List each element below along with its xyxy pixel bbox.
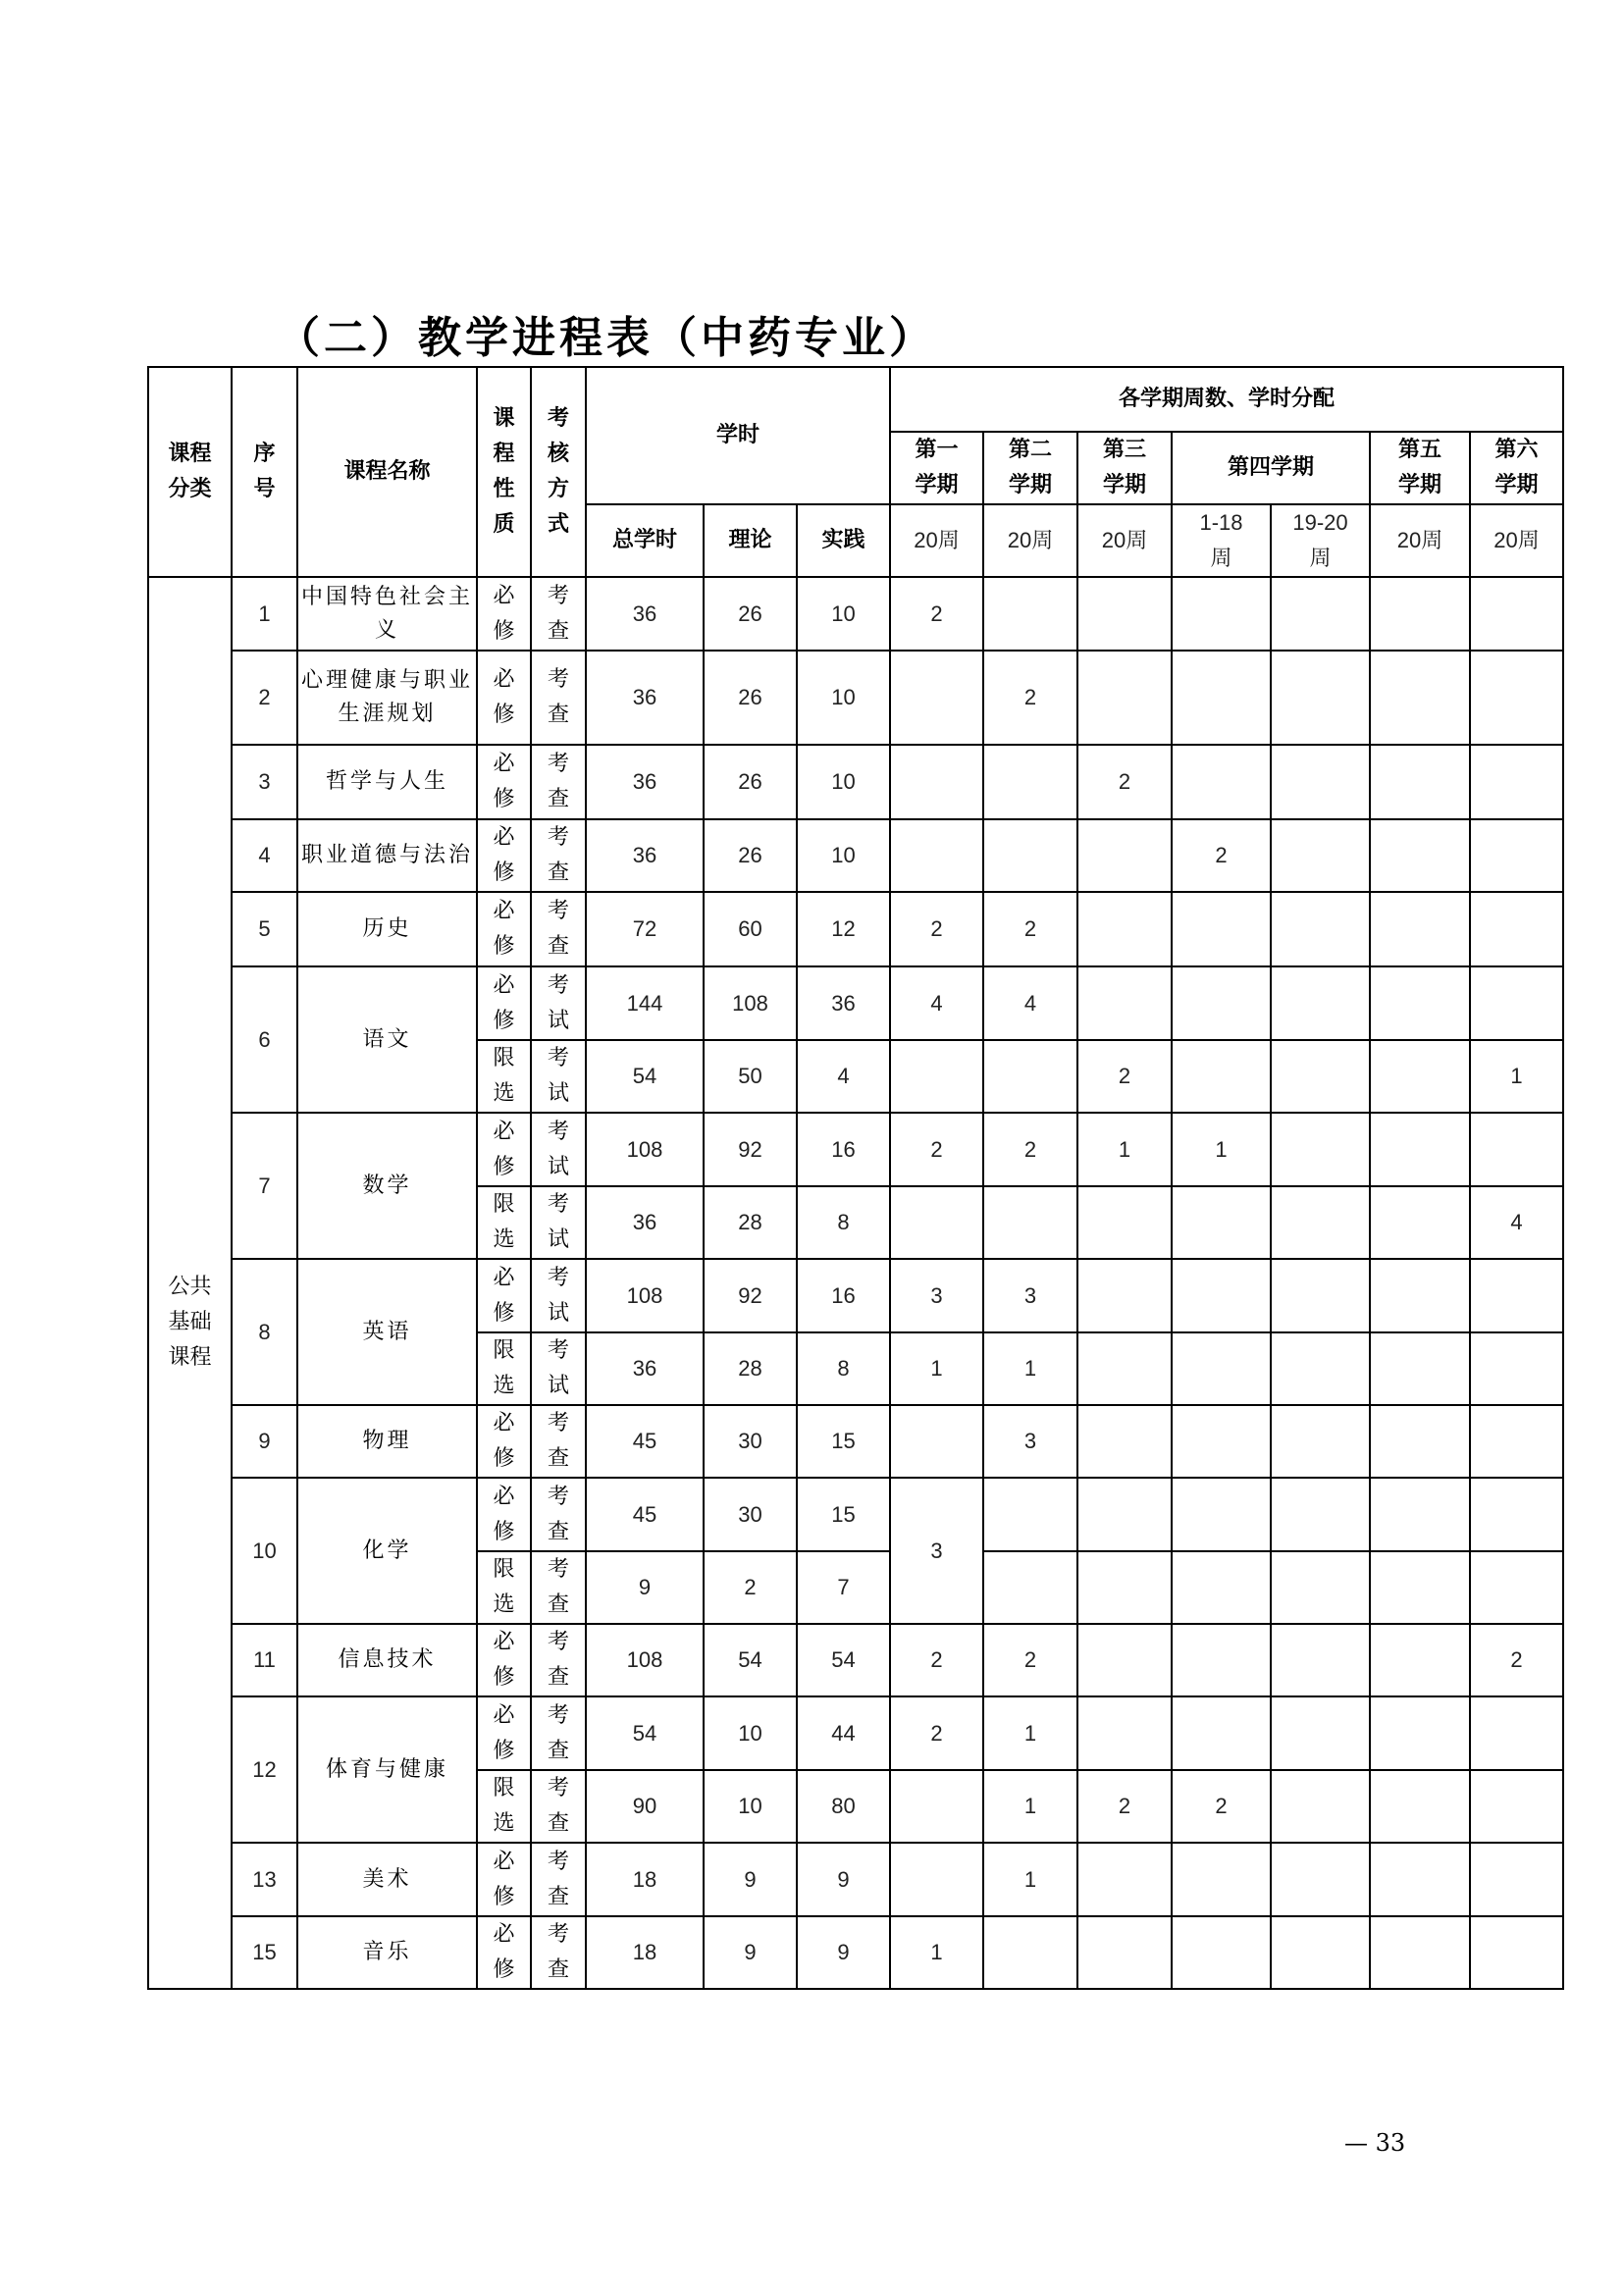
semester-cell: 1	[983, 1332, 1077, 1405]
theory-hours-cell: 10	[704, 1696, 797, 1770]
semester-cell	[1172, 577, 1271, 651]
semester-cell	[1172, 1186, 1271, 1259]
semester-cell	[1470, 1478, 1563, 1551]
total-hours-cell: 72	[586, 892, 704, 966]
course-name-cell: 音乐	[297, 1916, 477, 1989]
nature-cell: 必修	[477, 1843, 531, 1916]
semester-cell	[1370, 1259, 1470, 1332]
header-weeks: 19-20周	[1271, 504, 1370, 577]
table-row	[148, 1113, 1563, 1186]
nature-cell: 限选	[477, 1332, 531, 1405]
semester-cell	[1077, 819, 1172, 892]
course-name-cell: 历史	[297, 892, 477, 966]
semester-cell	[983, 1186, 1077, 1259]
semester-cell	[1470, 651, 1563, 745]
semester-cell: 1	[890, 1332, 983, 1405]
seq-cell: 1	[232, 577, 297, 651]
theory-hours-cell: 108	[704, 966, 797, 1040]
assessment-cell: 考试	[531, 1259, 586, 1332]
assessment-cell: 考试	[531, 1186, 586, 1259]
table-row	[148, 1624, 1563, 1696]
nature-cell: 必修	[477, 1113, 531, 1186]
course-name-cell: 语文	[297, 966, 477, 1113]
seq-cell: 2	[232, 651, 297, 745]
nature-cell: 必修	[477, 966, 531, 1040]
semester-cell	[1271, 1332, 1370, 1405]
semester-cell	[1077, 1405, 1172, 1478]
header-course-name: 课程名称	[297, 367, 477, 577]
semester-cell	[1470, 1696, 1563, 1770]
semester-cell	[1370, 1843, 1470, 1916]
semester-cell	[1271, 1624, 1370, 1696]
semester-cell	[1370, 577, 1470, 651]
semester-cell	[1370, 1332, 1470, 1405]
seq-cell: 5	[232, 892, 297, 966]
semester-cell	[1470, 1405, 1563, 1478]
practice-hours-cell: 80	[797, 1770, 890, 1843]
semester-cell	[983, 819, 1077, 892]
theory-hours-cell: 10	[704, 1770, 797, 1843]
theory-hours-cell: 28	[704, 1186, 797, 1259]
semester-cell	[1271, 1113, 1370, 1186]
teaching-schedule-table	[147, 366, 1564, 1990]
semester-cell: 2	[1172, 1770, 1271, 1843]
theory-hours-cell: 50	[704, 1040, 797, 1113]
table-row	[148, 1916, 1563, 1989]
practice-hours-cell: 16	[797, 1259, 890, 1332]
table-row	[148, 1259, 1563, 1332]
nature-cell: 限选	[477, 1040, 531, 1113]
semester-cell	[1271, 745, 1370, 819]
semester-cell: 2	[890, 892, 983, 966]
nature-cell: 必修	[477, 892, 531, 966]
semester-cell: 2	[890, 1696, 983, 1770]
nature-cell: 必修	[477, 577, 531, 651]
semester-cell	[1077, 966, 1172, 1040]
assessment-cell: 考查	[531, 1696, 586, 1770]
header-semester-5: 第五学期	[1370, 432, 1470, 504]
semester-cell	[1370, 1916, 1470, 1989]
table-row	[148, 745, 1563, 819]
table-row	[148, 1405, 1563, 1478]
category-label: 公共基础课程	[168, 1274, 212, 1370]
assessment-cell: 考查	[531, 1843, 586, 1916]
nature-cell: 必修	[477, 1624, 531, 1696]
semester-cell	[1077, 1186, 1172, 1259]
semester-cell	[1470, 892, 1563, 966]
semester-cell	[1077, 1843, 1172, 1916]
total-hours-cell: 36	[586, 577, 704, 651]
semester-cell	[1470, 1916, 1563, 1989]
total-hours-cell: 90	[586, 1770, 704, 1843]
semester-cell	[1271, 1843, 1370, 1916]
practice-hours-cell: 16	[797, 1113, 890, 1186]
semester-cell	[983, 577, 1077, 651]
practice-hours-cell: 7	[797, 1551, 890, 1624]
theory-hours-cell: 2	[704, 1551, 797, 1624]
theory-hours-cell: 26	[704, 745, 797, 819]
semester-cell	[1470, 1770, 1563, 1843]
semester-cell	[1077, 1624, 1172, 1696]
practice-hours-cell: 15	[797, 1405, 890, 1478]
course-name-cell: 心理健康与职业生涯规划	[297, 651, 477, 745]
theory-hours-cell: 54	[704, 1624, 797, 1696]
table-row	[148, 892, 1563, 966]
total-hours-cell: 108	[586, 1624, 704, 1696]
header-seq: 序号	[232, 367, 297, 577]
semester-cell: 4	[890, 966, 983, 1040]
course-name-cell: 职业道德与法治	[297, 819, 477, 892]
total-hours-cell: 36	[586, 651, 704, 745]
theory-hours-cell: 92	[704, 1113, 797, 1186]
semester-cell	[1172, 1696, 1271, 1770]
seq-cell: 11	[232, 1624, 297, 1696]
semester-cell	[1370, 1113, 1470, 1186]
semester-cell	[1470, 1843, 1563, 1916]
practice-hours-cell: 9	[797, 1916, 890, 1989]
semester-cell	[1370, 1770, 1470, 1843]
semester-cell	[1271, 1478, 1370, 1551]
semester-cell	[1470, 1551, 1563, 1624]
seq-cell: 13	[232, 1843, 297, 1916]
semester-cell	[1370, 819, 1470, 892]
nature-cell: 必修	[477, 819, 531, 892]
seq-cell: 15	[232, 1916, 297, 1989]
semester-cell	[890, 1405, 983, 1478]
header-semester-3: 第三学期	[1077, 432, 1172, 504]
semester-cell	[983, 1040, 1077, 1113]
semester-cell	[1470, 745, 1563, 819]
nature-cell: 必修	[477, 1916, 531, 1989]
practice-hours-cell: 44	[797, 1696, 890, 1770]
total-hours-cell: 18	[586, 1916, 704, 1989]
header-semester-4: 第四学期	[1172, 432, 1370, 504]
category-cell	[148, 577, 232, 1989]
semester-cell: 2	[1077, 1770, 1172, 1843]
assessment-cell: 考查	[531, 745, 586, 819]
semester-cell	[1077, 892, 1172, 966]
course-name-cell: 体育与健康	[297, 1696, 477, 1843]
semester-cell	[1271, 651, 1370, 745]
semester-cell	[1370, 651, 1470, 745]
course-name-cell: 哲学与人生	[297, 745, 477, 819]
semester-cell	[1077, 1259, 1172, 1332]
seq-cell: 6	[232, 966, 297, 1113]
practice-hours-cell: 10	[797, 819, 890, 892]
semester-cell	[1271, 1186, 1370, 1259]
semester-cell	[1172, 1040, 1271, 1113]
header-semester-1: 第一学期	[890, 432, 983, 504]
semester-cell: 4	[1470, 1186, 1563, 1259]
practice-hours-cell: 10	[797, 651, 890, 745]
semester-cell	[1271, 577, 1370, 651]
semester-cell: 2	[890, 577, 983, 651]
seq-cell: 4	[232, 819, 297, 892]
assessment-cell: 考查	[531, 577, 586, 651]
semester-cell	[1370, 1040, 1470, 1113]
table-row	[148, 819, 1563, 892]
assessment-cell: 考试	[531, 1113, 586, 1186]
assessment-cell: 考查	[531, 1624, 586, 1696]
practice-hours-cell: 8	[797, 1332, 890, 1405]
practice-hours-cell: 8	[797, 1186, 890, 1259]
semester-cell	[1172, 1332, 1271, 1405]
semester-cell	[1370, 1696, 1470, 1770]
semester-cell: 1	[1077, 1113, 1172, 1186]
table-row	[148, 966, 1563, 1040]
semester-cell	[1370, 1405, 1470, 1478]
semester-cell: 1	[890, 1916, 983, 1989]
semester-cell	[890, 1186, 983, 1259]
table-row	[148, 1696, 1563, 1770]
practice-hours-cell: 15	[797, 1478, 890, 1551]
seq-cell: 9	[232, 1405, 297, 1478]
practice-hours-cell: 36	[797, 966, 890, 1040]
semester-cell	[1172, 1551, 1271, 1624]
header-semester-6: 第六学期	[1470, 432, 1563, 504]
total-hours-cell: 144	[586, 966, 704, 1040]
assessment-cell: 考试	[531, 966, 586, 1040]
total-hours-cell: 108	[586, 1113, 704, 1186]
total-hours-cell: 36	[586, 1332, 704, 1405]
semester-cell: 1	[1470, 1040, 1563, 1113]
practice-hours-cell: 10	[797, 745, 890, 819]
semester-cell	[1271, 1551, 1370, 1624]
practice-hours-cell: 9	[797, 1843, 890, 1916]
assessment-cell: 考查	[531, 651, 586, 745]
assessment-cell: 考试	[531, 1332, 586, 1405]
semester-cell	[1077, 1916, 1172, 1989]
theory-hours-cell: 9	[704, 1843, 797, 1916]
semester-cell: 1	[983, 1696, 1077, 1770]
assessment-cell: 考试	[531, 1040, 586, 1113]
semester-cell: 1	[1172, 1113, 1271, 1186]
total-hours-cell: 36	[586, 1186, 704, 1259]
semester-cell	[1470, 966, 1563, 1040]
seq-cell: 3	[232, 745, 297, 819]
semester-cell	[1172, 1916, 1271, 1989]
theory-hours-cell: 60	[704, 892, 797, 966]
semester-cell	[1271, 819, 1370, 892]
semester-cell	[1271, 966, 1370, 1040]
semester-cell	[1172, 1478, 1271, 1551]
practice-hours-cell: 54	[797, 1624, 890, 1696]
semester-cell	[983, 1478, 1077, 1551]
assessment-cell: 考查	[531, 1405, 586, 1478]
total-hours-cell: 45	[586, 1405, 704, 1478]
practice-hours-cell: 10	[797, 577, 890, 651]
semester-cell	[1077, 1551, 1172, 1624]
total-hours-cell: 9	[586, 1551, 704, 1624]
theory-hours-cell: 26	[704, 819, 797, 892]
semester-cell: 2	[983, 1113, 1077, 1186]
semester-cell	[1370, 1624, 1470, 1696]
header-theory: 理论	[704, 504, 797, 577]
semester-cell	[983, 1916, 1077, 1989]
semester-cell: 1	[983, 1770, 1077, 1843]
course-name-cell: 中国特色社会主义	[297, 577, 477, 651]
table-row	[148, 651, 1563, 745]
semester-cell: 2	[1470, 1624, 1563, 1696]
semester-cell	[1172, 1405, 1271, 1478]
course-name-cell: 数学	[297, 1113, 477, 1259]
semester-cell: 1	[983, 1843, 1077, 1916]
semester-cell	[1172, 892, 1271, 966]
semester-cell	[1271, 1696, 1370, 1770]
semester-cell	[1370, 892, 1470, 966]
page-number: — 33	[1344, 2129, 1406, 2157]
semester-cell: 2	[1172, 819, 1271, 892]
semester-cell	[1370, 966, 1470, 1040]
nature-cell: 必修	[477, 745, 531, 819]
semester-cell	[890, 1040, 983, 1113]
practice-hours-cell: 4	[797, 1040, 890, 1113]
semester-cell	[1077, 651, 1172, 745]
nature-cell: 限选	[477, 1551, 531, 1624]
semester-cell: 2	[890, 1113, 983, 1186]
semester-cell: 2	[983, 651, 1077, 745]
header-weeks: 20周	[983, 504, 1077, 577]
header-hours: 学时	[586, 367, 890, 504]
semester-cell	[983, 1551, 1077, 1624]
semester-cell	[1172, 1259, 1271, 1332]
header-category: 课程分类	[148, 367, 232, 577]
nature-cell: 限选	[477, 1770, 531, 1843]
semester-cell: 3	[890, 1478, 983, 1624]
assessment-cell: 考查	[531, 1551, 586, 1624]
semester-cell	[1172, 966, 1271, 1040]
header-total-hours: 总学时	[586, 504, 704, 577]
semester-cell	[890, 651, 983, 745]
semester-cell	[1271, 892, 1370, 966]
semester-cell	[1370, 1478, 1470, 1551]
header-weeks: 20周	[1370, 504, 1470, 577]
total-hours-cell: 54	[586, 1696, 704, 1770]
total-hours-cell: 36	[586, 745, 704, 819]
semester-cell	[1370, 1186, 1470, 1259]
seq-cell: 10	[232, 1478, 297, 1624]
semester-cell: 3	[890, 1259, 983, 1332]
header-assessment: 考核方式	[531, 367, 586, 577]
semester-cell: 3	[983, 1405, 1077, 1478]
assessment-cell: 考查	[531, 1478, 586, 1551]
total-hours-cell: 108	[586, 1259, 704, 1332]
semester-cell	[890, 819, 983, 892]
course-name-cell: 化学	[297, 1478, 477, 1624]
semester-cell	[1470, 1332, 1563, 1405]
assessment-cell: 考查	[531, 1770, 586, 1843]
assessment-cell: 考查	[531, 819, 586, 892]
header-practice: 实践	[797, 504, 890, 577]
semester-cell	[1370, 745, 1470, 819]
theory-hours-cell: 26	[704, 651, 797, 745]
table-row	[148, 1843, 1563, 1916]
table-row	[148, 577, 1563, 651]
semester-cell	[1470, 577, 1563, 651]
header-weeks: 20周	[1470, 504, 1563, 577]
semester-cell	[1077, 1332, 1172, 1405]
total-hours-cell: 45	[586, 1478, 704, 1551]
semester-cell	[983, 745, 1077, 819]
total-hours-cell: 54	[586, 1040, 704, 1113]
header-weeks: 20周	[1077, 504, 1172, 577]
semester-cell	[1370, 1551, 1470, 1624]
header-semester-2: 第二学期	[983, 432, 1077, 504]
seq-cell: 8	[232, 1259, 297, 1405]
semester-cell	[890, 745, 983, 819]
semester-cell	[890, 1843, 983, 1916]
header-distribution: 各学期周数、学时分配	[890, 367, 1563, 432]
semester-cell: 2	[983, 892, 1077, 966]
semester-cell	[1271, 1040, 1370, 1113]
semester-cell	[1470, 819, 1563, 892]
theory-hours-cell: 92	[704, 1259, 797, 1332]
theory-hours-cell: 28	[704, 1332, 797, 1405]
practice-hours-cell: 12	[797, 892, 890, 966]
theory-hours-cell: 26	[704, 577, 797, 651]
semester-cell	[1271, 1259, 1370, 1332]
semester-cell: 3	[983, 1259, 1077, 1332]
assessment-cell: 考查	[531, 892, 586, 966]
nature-cell: 必修	[477, 651, 531, 745]
total-hours-cell: 18	[586, 1843, 704, 1916]
semester-cell	[1271, 1770, 1370, 1843]
theory-hours-cell: 30	[704, 1478, 797, 1551]
seq-cell: 12	[232, 1696, 297, 1843]
seq-cell: 7	[232, 1113, 297, 1259]
total-hours-cell: 36	[586, 819, 704, 892]
course-name-cell: 物理	[297, 1405, 477, 1478]
semester-cell	[1271, 1405, 1370, 1478]
semester-cell	[1470, 1113, 1563, 1186]
semester-cell	[1470, 1259, 1563, 1332]
semester-cell	[1077, 1696, 1172, 1770]
semester-cell	[1172, 651, 1271, 745]
assessment-cell: 考查	[531, 1916, 586, 1989]
nature-cell: 必修	[477, 1478, 531, 1551]
header-nature: 课程性质	[477, 367, 531, 577]
semester-cell	[1271, 1916, 1370, 1989]
semester-cell	[1172, 1843, 1271, 1916]
theory-hours-cell: 30	[704, 1405, 797, 1478]
semester-cell: 2	[890, 1624, 983, 1696]
header-weeks: 1-18周	[1172, 504, 1271, 577]
table-row	[148, 1478, 1563, 1551]
nature-cell: 必修	[477, 1696, 531, 1770]
semester-cell: 2	[1077, 1040, 1172, 1113]
semester-cell	[1077, 1478, 1172, 1551]
theory-hours-cell: 9	[704, 1916, 797, 1989]
course-name-cell: 英语	[297, 1259, 477, 1405]
semester-cell	[1172, 745, 1271, 819]
nature-cell: 必修	[477, 1259, 531, 1332]
semester-cell: 4	[983, 966, 1077, 1040]
semester-cell: 2	[983, 1624, 1077, 1696]
course-name-cell: 信息技术	[297, 1624, 477, 1696]
header-weeks: 20周	[890, 504, 983, 577]
semester-cell: 2	[1077, 745, 1172, 819]
page-title: （二）教学进程表（中药专业）	[277, 313, 936, 363]
semester-cell	[890, 1770, 983, 1843]
semester-cell	[1077, 577, 1172, 651]
course-name-cell: 美术	[297, 1843, 477, 1916]
nature-cell: 限选	[477, 1186, 531, 1259]
nature-cell: 必修	[477, 1405, 531, 1478]
semester-cell	[1172, 1624, 1271, 1696]
